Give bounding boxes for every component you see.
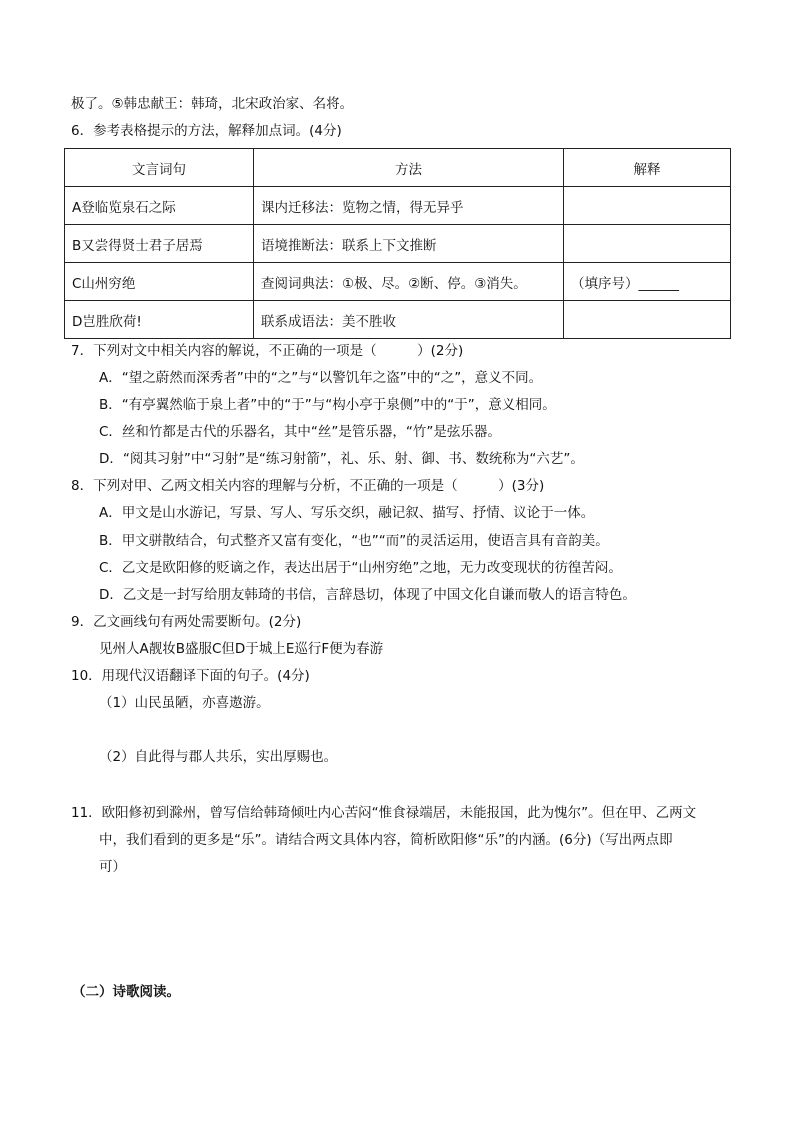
phrase-cell: D岂胜欣荷! (65, 301, 254, 339)
question-6-stem: 6．参考表格提示的方法，解释加点词。(4分) (71, 123, 342, 139)
header-method: 方法 (254, 149, 564, 187)
answer-cell[interactable] (564, 301, 731, 339)
phrase-cell: B又尝得贤士君子居焉 (65, 225, 254, 263)
phrase-cell: A登临览泉石之际 (65, 187, 254, 225)
q8-option-a: A．甲文是山水游记，写景、写人、写乐交织，融记叙、描写、抒情、议论于一体。 (99, 505, 595, 521)
question-8-stem: 8．下列对甲、乙两文相关内容的理解与分析，不正确的一项是（ ）(3分) (71, 478, 545, 494)
section-heading: （二）诗歌阅读。 (72, 984, 180, 1000)
header-explanation: 解释 (564, 149, 731, 187)
q9-sentence: 见州人A靓妆B盛服C但D于城上E巡行F便为春游 (99, 641, 384, 657)
question-7-stem: 7．下列对文中相关内容的解说，不正确的一项是（ ）(2分) (71, 343, 464, 359)
phrase-cell: C山州穷绝 (65, 263, 254, 301)
method-cell: 语境推断法：联系上下文推断 (254, 225, 564, 263)
q7-option-d: D．“阅其习射”中“习射”是“练习射箭”，礼、乐、射、御、书、数统称为“六艺”。 (99, 451, 584, 467)
method-cell: 课内迁移法：览物之情，得无异乎 (254, 187, 564, 225)
table-row (65, 225, 731, 263)
question-11-line-2: 中，我们看到的更多是“乐”。请结合两文具体内容，简析欧阳修“乐”的内涵。(6分)（写出两点即 (99, 832, 673, 848)
method-cell: 查阅词典法：①极、尽。②断、停。③消失。 (254, 263, 564, 301)
answer-cell[interactable]: （填序号）______ (564, 263, 731, 301)
question-11-line-1: 11．欧阳修初到滁州，曾写信给韩琦倾吐内心苦闷“惟食禄端居，未能报国，此为愧尔”。但在甲、乙两文 (71, 805, 697, 821)
method-cell: 联系成语法：美不胜收 (254, 301, 564, 339)
table-header-row (65, 149, 731, 187)
q10-item-1: （1）山民虽陋，亦喜遨游。 (99, 695, 270, 711)
answer-cell[interactable] (564, 187, 731, 225)
q8-option-d: D．乙文是一封写给朋友韩琦的书信，言辞恳切，体现了中国文化自谦而敬人的语言特色。 (99, 587, 636, 603)
table-row (65, 301, 731, 339)
question-11-line-3: 可） (99, 859, 126, 875)
table-row (65, 187, 731, 225)
answer-cell[interactable] (564, 225, 731, 263)
q7-option-a: A．“望之蔚然而深秀者”中的“之”与“以警饥年之盗”中的“之”，意义不同。 (99, 370, 543, 386)
question-10-stem: 10．用现代汉语翻译下面的句子。(4分) (71, 668, 310, 684)
table-row (65, 263, 731, 301)
question-9-stem: 9．乙文画线句有两处需要断句。(2分) (71, 614, 302, 630)
method-table (64, 148, 731, 339)
q7-option-b: B．“有亭翼然临于泉上者”中的“于”与“构小亭于泉侧”中的“于”，意义相同。 (99, 397, 556, 413)
q7-option-c: C．丝和竹都是古代的乐器名，其中“丝”是管乐器，“竹”是弦乐器。 (99, 424, 501, 440)
q8-option-b: B．甲文骈散结合，句式整齐又富有变化，“也”“而”的灵活运用，使语言具有音韵美。 (99, 533, 609, 549)
footnote-line: 极了。⑤韩忠献王：韩琦，北宋政治家、名将。 (71, 96, 354, 112)
q10-item-2: （2）自此得与郡人共乐，实出厚赐也。 (99, 749, 338, 765)
q8-option-c: C．乙文是欧阳修的贬谪之作，表达出居于“山州穷绝”之地，无力改变现状的彷徨苦闷。 (99, 560, 622, 576)
header-phrase: 文言词句 (65, 149, 254, 187)
